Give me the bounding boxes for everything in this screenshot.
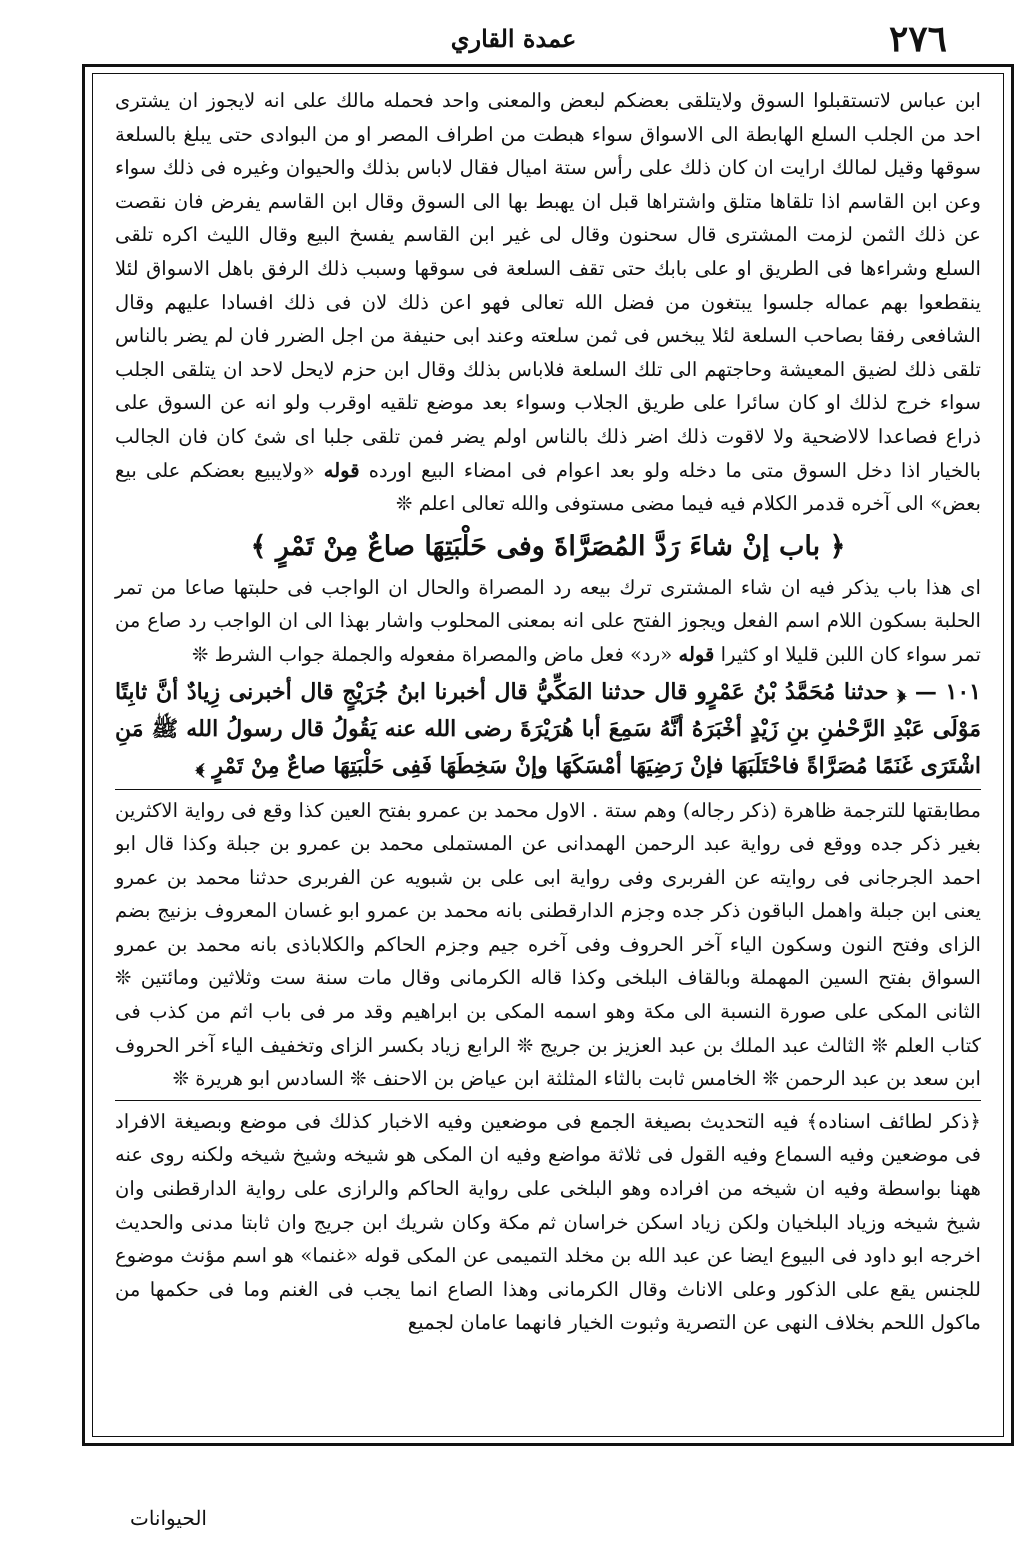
hadith-body: — ﴿ حدثنا مُحَمَّدُ بْنُ عَمْرٍو قال حدثنا المَكِّيُّ قال أخبرنا ابنُ جُرَيْجٍ قال أخبرنى زِيادٌ أنَّ ثابِتًا مَوْلَى عَبْدِ الرَّحْمٰنِ بنِ زَيْدٍ أخْبَرَهُ أنَّهُ سَمِعَ أبا هُرَيْرَةَ رضى الله عنه يَقُولُ قال رسولُ الله ﷺ مَنِ اشْتَرَى غَنَمًا مُصَرَّاةً فاحْتَلَبَهَا فإنْ رَضِيَهَا أمْسَكَهَا وإنْ سَخِطَهَا فَفِى حَلْبَتِهَا صاعٌ مِنْ تَمْرٍ ﴾ <box>115 678 981 779</box>
chapter-heading: ﴿ باب إنْ شاءَ رَدَّ المُصَرَّاةَ وفى حَلْبَتِهَا صاعٌ مِنْ تَمْرٍ ﴾ <box>250 530 846 562</box>
running-title: عمدة القاري <box>450 24 577 53</box>
hadith-number: ١٠١ <box>945 678 981 705</box>
hadith-text <box>115 674 981 785</box>
lead-ref-1: قوله <box>323 458 360 482</box>
lead-quote-1: «ولايبيع بعضكم على بيع بعض» الى آخره قدمر الكلام فيه فيما مضى مستوفى والله تعالى اعلم ❊ <box>115 458 981 516</box>
catchword: الحيوانات <box>130 1506 207 1530</box>
commentary-paragraph-4: ﴿ذكر لطائف اسناده﴾ فيه التحديث بصيغة الجمع فى موضعين وفيه الاخبار كذلك فى موضع وبصيغة الافراد فى موضعين وفيه السماع وفيه القول فى ثلاثة مواضع وفيه ان المكى هو شيخه وشيخ شيخه ولكنه روى عنه ههنا بواسطة وفيه ان شيخه من افراده وهو البلخى على رواية الحاكم والرازى على رواية الدارقطنى وان شيخ شيخه وزياد البلخيان ولكن زياد اسكن خراسان ثم مكة وكان شريك ابن جريج وان ثابتا مدنى والحديث اخرجه ابو داود فى البيوع ايضا عن عبد الله بن مخلد التميمى عن المكى قوله «غنما» هو اسم مؤنث موضوع للجنس يقع على الذكور وعلى الاناث وقال الكرمانى وهذا الصاع انما يجب فى الغنم وما فى حكمها من ماكول اللحم بخلاف النهى عن التصرية وثبوت الخيار فانهما عامان لجميع <box>115 1109 981 1335</box>
commentary-paragraph-3: مطابقتها للترجمة ظاهرة (ذكر رجاله) وهم ستة . الاول محمد بن عمرو بفتح العين كذا وقع فى رواية الاكثرين بغير ذكر جده ووقع فى رواية عبد الرحمن الهمدانى عن المستملى محمد بن عمرو بن جبلة وكذا قال ابو احمد الجرجانى فى روايته عن الفربرى وفى رواية ابى على بن شبويه عن الفربرى حدثنا محمد بن عمرو يعنى ابن جبلة واهمل الباقون ذكر جده وجزم الدارقطنى بانه محمد بن عمرو ابو غسان المعروف بزنيج بضم الزاى وفتح النون وسكون الياء آخر الحروف وفى آخره جيم وجزم الحاكم والكلاباذى بانه محمد بن عمرو السواق بفتح السين المهملة وبالقاف البلخى وكذا قاله الكرمانى وقال مات سنة ست وثلاثين ومائتين ❊ الثانى المكى على صورة النسبة الى مكة وهو اسمه المكى بن ابراهيم وقد مر فى باب اثم من كذب فى كتاب العلم ❊ الثالث عبد الملك بن عبد العزيز بن جريج ❊ الرابع زياد بكسر الزاى وتخفيف الياء آخر الحروف ابن سعد بن عبد الرحمن ❊ الخامس ثابت بالثاء المثلثة ابن عياض بن الاحنف ❊ السادس ابو هريرة ❊ <box>115 798 981 1091</box>
page-number: ٢٧٦ <box>888 18 947 60</box>
commentary-paragraph-1 <box>115 84 981 521</box>
lead-quote-2: «رد» فعل ماض والمصراة مفعوله والجملة جواب الشرط ❊ <box>192 642 673 666</box>
lead-ref-2: قوله <box>678 642 715 666</box>
commentary-text-2: اى هذا باب يذكر فيه ان شاء المشترى ترك بيعه رد المصراة والحال ان الواجب فى حلبتها صاعا من تمر الحلبة بسكون اللام اسم الفعل ويجوز الفتح على انه بمعنى المحلوب واشار بهذا الى ان الواجب رد صاع من تمر سواء كان اللبن قليلا او كثيرا <box>115 575 981 666</box>
section-divider <box>115 789 981 790</box>
page-header <box>0 18 1027 64</box>
commentary-text-1: ابن عباس لاتستقبلوا السوق ولايتلقى بعضكم لبعض والمعنى واحد فحمله مالك على انه لايجوز ان يشترى احد من الجلب السلع الهابطة الى الاسواق سواء هبطت من اطراف المصر او من البوادى حتى يبلغ بالسلعة سوقها وقيل لمالك ارايت ان كان ذلك على رأس ستة اميال فقال لاباس بذلك والحيوان وغيره فى ذلك سواء وعن ابن القاسم اذا تلقاها متلق واشتراها قبل ان يهبط بها الى السوق وقال ابن القاسم يفرض فان نقصت عن ذلك الثمن لزمت المشترى قال سحنون وقال لى غير ابن القاسم يفسخ البيع وقال الليث اكره تلقى السلع وشراءها فى الطريق او على بابك حتى تقف السلعة فى سوقها وسبب ذلك الرفق باهل الاسواق لئلا ينقطعوا بهم عماله جلسوا يبتغون من فضل الله تعالى فهو اعن ذلك لان فى ذلك افسادا عليهم وقال الشافعى رفقا بصاحب السلعة لئلا يبخس فى ثمن سلعته وعند ابى حنيفة من اجل الضرر فان لم يضر بالناس تلقى ذلك لضيق المعيشة وحاجتهم الى تلك السلعة فلاباس بذلك وقال ابن حزم لايحل لاحد ان يتلقى الجلب سواء خرج لذلك او كان سائرا على طريق الجلاب وسواء بعد موضع تلقيه اوقرب ولو انه عن السوق على ذراع فصاعدا لالاضحية ولا لاقوت ذلك اضر ذلك بالناس اولم يضر فمن تلقى جلبا اى شئ كان فان الجالب بالخيار اذا دخل السوق متى ما دخله ولو بعد اعوام فى امضاء البيع اورده <box>115 89 981 482</box>
commentary-paragraph-2 <box>115 571 981 672</box>
section-divider <box>115 1100 981 1101</box>
page-body <box>92 73 1004 1437</box>
